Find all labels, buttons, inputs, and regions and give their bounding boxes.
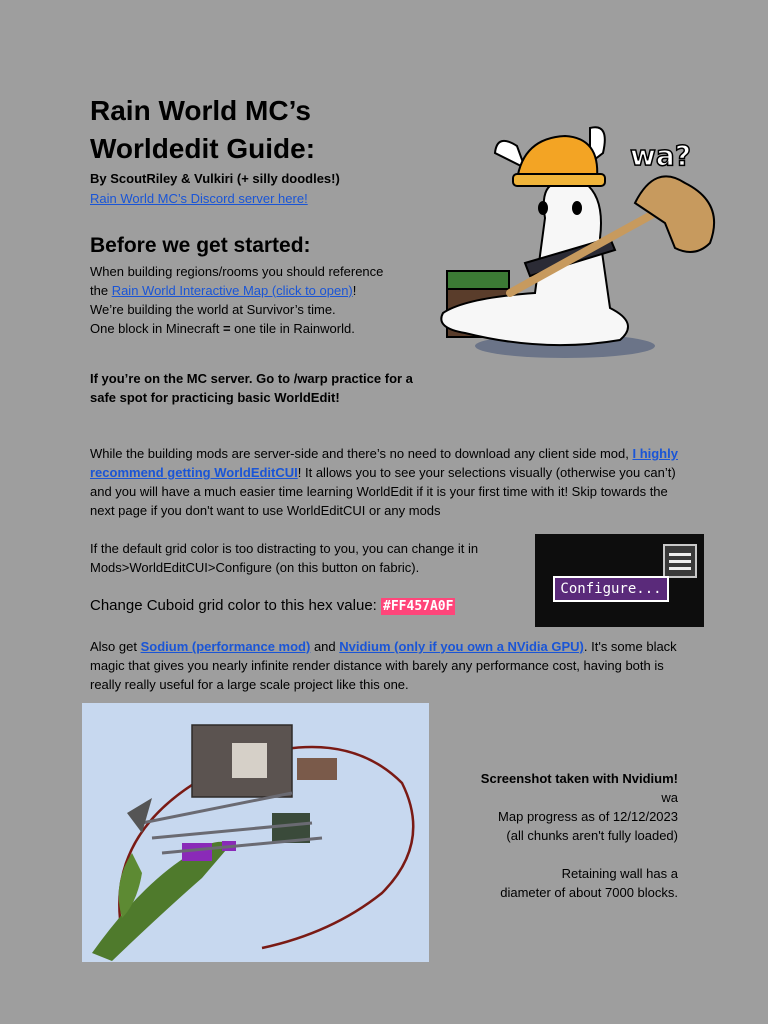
grid-paragraph: If the default grid color is too distracting to you, you can change it in Mods>WorldEditCUI>Configure (on this button on fabric).	[90, 541, 479, 575]
mods-paragraph	[90, 444, 680, 520]
caption-wall-2: diameter of about 7000 blocks.	[500, 885, 678, 900]
before-heading: Before we get started:	[90, 234, 311, 257]
caption-progress: Map progress as of 12/12/2023	[498, 809, 678, 824]
configure-button: Configure...	[553, 576, 669, 602]
intro-line-4b: one tile in Rainworld.	[230, 321, 355, 336]
performance-paragraph	[90, 637, 690, 694]
map-render	[82, 703, 429, 962]
perf-and: and	[310, 639, 340, 654]
perf-text-b: . It's some black magic that gives you nearly infinite render distance with barely any performance cost, having both is really really useful for a large scale project like this one.	[90, 639, 677, 692]
page-title	[90, 92, 315, 168]
intro-line-4a: One block in Minecraft	[90, 321, 223, 336]
caption-wa: wa	[661, 790, 678, 805]
caption-wall-1: Retaining wall has a	[561, 866, 678, 881]
intro-line-1: When building regions/rooms you should reference	[90, 264, 384, 279]
settings-sliders-icon	[663, 544, 697, 578]
discord-link-wrap	[90, 190, 308, 208]
mods-text-b: ! It allows you to see your selections visually (otherwise you can’t) and you will have a much easier time learning WorldEdit if it is your first time with it! Skip towards the next page if you don't want to use WorldEditCUI or any mods	[90, 465, 676, 518]
warp-note: If you’re on the MC server. Go to /warp practice for a safe spot for practicing basic WorldEdit!	[90, 371, 413, 405]
caption-chunks: (all chunks aren't fully loaded)	[506, 828, 678, 843]
hex-line	[90, 597, 455, 614]
mods-text-a: While the building mods are server-side and there’s no need to download any client side mod,	[90, 446, 633, 461]
hex-value-badge: #FF457A0F	[383, 599, 454, 614]
byline: By ScoutRiley & Vulkiri (+ silly doodles!)	[90, 171, 340, 186]
slugcat-doodle	[425, 108, 725, 363]
map-screenshot	[82, 703, 429, 962]
configure-screenshot	[535, 534, 704, 627]
intro-paragraph	[90, 262, 420, 338]
title-line-1: Rain World MC’s	[90, 95, 311, 126]
sodium-link[interactable]: Sodium (performance mod)	[140, 639, 311, 654]
discord-link[interactable]: Rain World MC’s Discord server here!	[90, 191, 308, 206]
title-line-2: Worldedit Guide:	[90, 133, 316, 164]
nvidium-link[interactable]: Nvidium (only if you own a NVidia GPU)	[339, 639, 584, 654]
worldeditcui-link[interactable]: I highly recommend getting WorldEditCUI	[90, 446, 678, 480]
hex-line-text: Change Cuboid grid color to this hex value:	[90, 597, 382, 614]
intro-the: the	[90, 283, 112, 298]
intro-excl: !	[352, 283, 357, 298]
map-caption	[432, 769, 678, 902]
intro-equals: =	[222, 321, 231, 336]
interactive-map-link[interactable]: Rain World Interactive Map (click to open)	[111, 283, 353, 298]
speech-wa: wa?	[630, 139, 692, 172]
caption-bold: Screenshot taken with Nvidium!	[480, 771, 678, 786]
intro-line-3: We’re building the world at Survivor’s time.	[90, 302, 336, 317]
perf-text-a: Also get	[90, 639, 141, 654]
